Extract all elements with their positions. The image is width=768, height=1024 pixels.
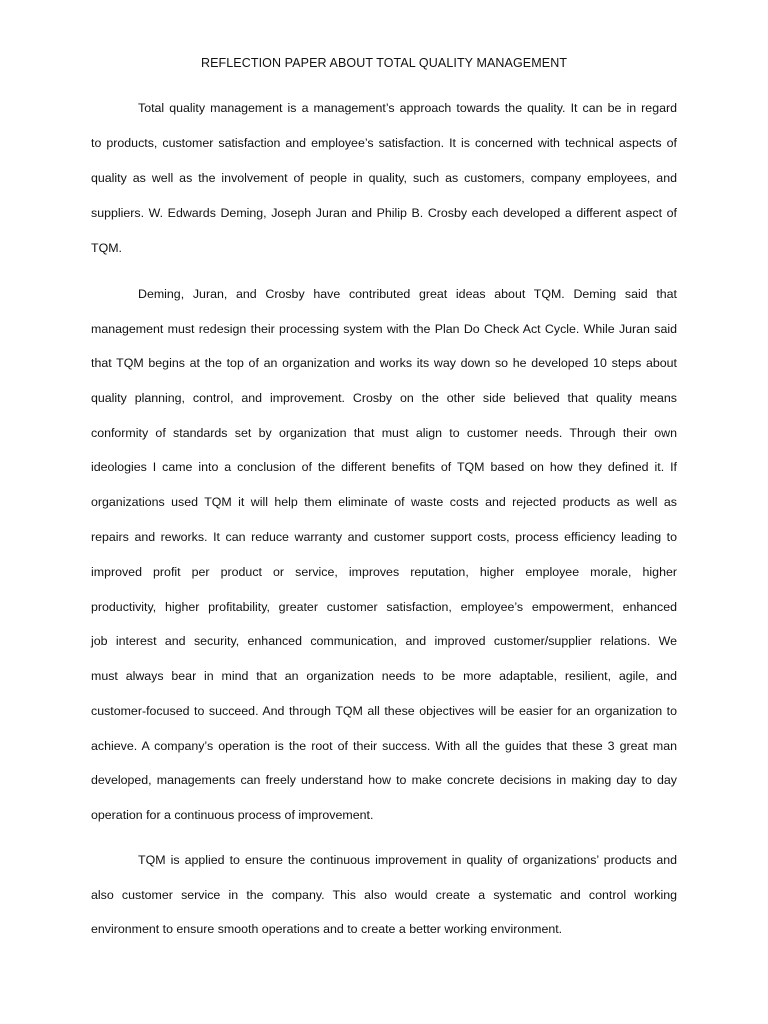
- paragraph-line: job interest and security, enhanced communication, and improved customer/supplier relations. We: [91, 634, 677, 648]
- paragraph-line: Total quality management is a management’s approach towards the quality. It can be in regard: [138, 101, 677, 115]
- paragraph-line: organizations used TQM it will help them eliminate of waste costs and rejected products as well as: [91, 495, 677, 509]
- paragraph-line: TQM.: [91, 241, 122, 255]
- paragraph-line: to products, customer satisfaction and employee’s satisfaction. It is concerned with technical aspects of: [91, 136, 677, 150]
- paragraph-line: achieve. A company’s operation is the root of their success. With all the guides that these 3 great man: [91, 739, 677, 753]
- paragraph-line: quality planning, control, and improvement. Crosby on the other side believed that quality means: [91, 391, 677, 405]
- paragraph-line: customer-focused to succeed. And through TQM all these objectives will be easier for an organization to: [91, 704, 677, 718]
- paragraph-line: improved profit per product or service, improves reputation, higher employee morale, higher: [91, 565, 677, 579]
- paragraph-line: developed, managements can freely understand how to make concrete decisions in making day to day: [91, 773, 677, 787]
- paragraph-line: TQM is applied to ensure the continuous improvement in quality of organizations’ products and: [138, 853, 677, 867]
- paragraph-line: suppliers. W. Edwards Deming, Joseph Juran and Philip B. Crosby each developed a different aspect of: [91, 206, 677, 220]
- paragraph-line: also customer service in the company. This also would create a systematic and control working: [91, 888, 677, 902]
- paragraph-line: ideologies I came into a conclusion of the different benefits of TQM based on how they defined it. If: [91, 460, 677, 474]
- paragraph-line: Deming, Juran, and Crosby have contributed great ideas about TQM. Deming said that: [138, 287, 677, 301]
- paragraph-line: quality as well as the involvement of people in quality, such as customers, company employees, and: [91, 171, 677, 185]
- paragraph-line: conformity of standards set by organization that must align to customer needs. Through their own: [91, 426, 677, 440]
- paragraph-line: productivity, higher profitability, greater customer satisfaction, employee’s empowerment, enhanced: [91, 600, 677, 614]
- paragraph-line: environment to ensure smooth operations and to create a better working environment.: [91, 922, 563, 936]
- paragraph-line: that TQM begins at the top of an organization and works its way down so he developed 10 steps about: [91, 356, 677, 370]
- paragraph-line: operation for a continuous process of improvement.: [91, 808, 374, 822]
- paragraph-line: must always bear in mind that an organization needs to be more adaptable, resilient, agile, and: [91, 669, 677, 683]
- paragraph-line: repairs and reworks. It can reduce warranty and customer support costs, process efficiency leading to: [91, 530, 677, 544]
- paragraph-line: management must redesign their processing system with the Plan Do Check Act Cycle. While Juran said: [91, 322, 677, 336]
- document-title: REFLECTION PAPER ABOUT TOTAL QUALITY MANAGEMENT: [200, 56, 568, 70]
